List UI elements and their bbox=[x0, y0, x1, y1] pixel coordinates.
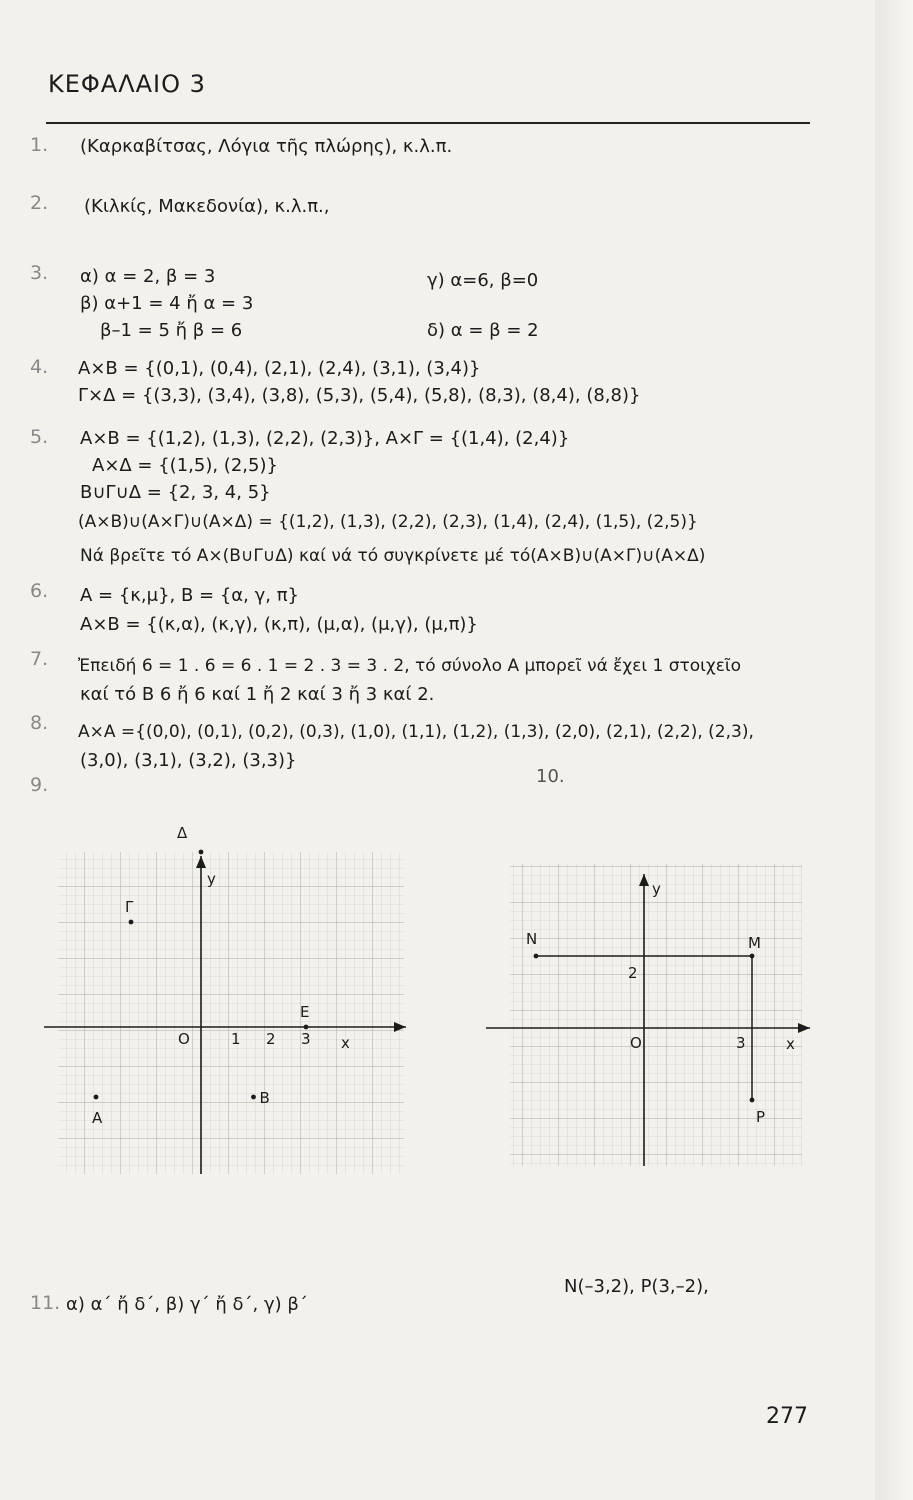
item-number-8: 8. bbox=[30, 712, 49, 734]
graph-9-point-label-E: E bbox=[300, 1003, 310, 1021]
graph-9-tick-3: 3 bbox=[301, 1030, 311, 1048]
graph-9-tick-2: 2 bbox=[266, 1030, 276, 1048]
item-number-2: 2. bbox=[30, 192, 49, 214]
item-number-3: 3. bbox=[30, 262, 49, 284]
graph-9-point-B bbox=[251, 1095, 256, 1100]
graph-9-tick-1: 1 bbox=[231, 1030, 241, 1048]
graph-9-point-label-Γ: Γ bbox=[125, 898, 134, 916]
item-number-1: 1. bbox=[30, 134, 49, 156]
item-number-6: 6. bbox=[30, 580, 49, 602]
item-8-line-2: (3,0), (3,1), (3,2), (3,3)} bbox=[80, 750, 297, 771]
graph-9 bbox=[44, 824, 410, 1178]
graph-10-tick-y: 2 bbox=[628, 964, 638, 982]
graph-10-tick-x: 3 bbox=[736, 1034, 746, 1052]
item-2-line-1: (Κιλκίς, Μακεδονία), κ.λ.π., bbox=[84, 196, 330, 217]
graph-10-y-label: y bbox=[652, 880, 661, 898]
item-8-line-1: A×A ={(0,0), (0,1), (0,2), (0,3), (1,0), (1,1), (1,2), (1,3), (2,0), (2,1), (2,2), (2,3), bbox=[78, 722, 754, 742]
item-number-11: 11. bbox=[30, 1292, 61, 1314]
graph-9-origin-label: O bbox=[178, 1030, 190, 1048]
graph-10-point-M bbox=[750, 954, 755, 959]
page-edge-shadow bbox=[875, 0, 913, 1500]
item-number-10: 10. bbox=[536, 766, 565, 787]
graph-9-point-Γ bbox=[129, 920, 134, 925]
item-7-line-2: καί τό B 6 ἤ 6 καί 1 ἤ 2 καί 3 ἤ 3 καί 2. bbox=[80, 684, 435, 705]
graph-10-point-label-N: N bbox=[526, 930, 538, 948]
item-4-line-1: A×B = {(0,1), (0,4), (2,1), (2,4), (3,1), (3,4)} bbox=[78, 358, 481, 379]
item-3-right-1: γ) α=6, β=0 bbox=[427, 270, 539, 291]
page-number: 277 bbox=[766, 1404, 808, 1429]
graph-9-grid bbox=[58, 852, 404, 1174]
item-3-line-1: α) α = 2, β = 3 bbox=[80, 266, 216, 287]
graph-9-point-E bbox=[304, 1025, 309, 1030]
graph-10-point-label-M: M bbox=[748, 934, 761, 952]
item-4-line-2: Γ×Δ = {(3,3), (3,4), (3,8), (5,3), (5,4), (5,8), (8,3), (8,4), (8,8)} bbox=[78, 385, 641, 406]
title-rule bbox=[46, 122, 810, 124]
item-number-7: 7. bbox=[30, 648, 49, 670]
graph-10-point-P bbox=[750, 1098, 755, 1103]
item-11-line-1: α) α΄ ἤ δ΄, β) γ΄ ἤ δ΄, γ) β΄ bbox=[66, 1294, 308, 1315]
item-7-line-1: Ἐπειδή 6 = 1 . 6 = 6 . 1 = 2 . 3 = 3 . 2, τό σύνολο A μπορεῖ νά ἔχει 1 στοιχεῖο bbox=[78, 656, 742, 676]
item-5-line-1: A×B = {(1,2), (1,3), (2,2), (2,3)}, A×Γ = {(1,4), (2,4)} bbox=[80, 428, 570, 449]
graph-9-x-label: x bbox=[341, 1034, 350, 1052]
item-5-line-5: Νά βρεῖτε τό A×(B∪Γ∪Δ) καί νά τό συγκρίνετε μέ τό(A×B)∪(A×Γ)∪(A×Δ) bbox=[80, 546, 706, 566]
graph-9-point-label-B: B bbox=[259, 1089, 270, 1107]
graph-10-x-label: x bbox=[786, 1035, 795, 1053]
item-3-right-2: δ) α = β = 2 bbox=[427, 320, 539, 341]
graph-10-origin-label: O bbox=[630, 1034, 642, 1052]
item-1-line-1: (Καρκαβίτσας, Λόγια τῆς πλώρης), κ.λ.π. bbox=[80, 136, 453, 157]
chapter-title: ΚΕΦΑΛΑΙΟ 3 bbox=[48, 70, 206, 98]
item-5-line-3: B∪Γ∪Δ = {2, 3, 4, 5} bbox=[80, 482, 271, 503]
item-number-5: 5. bbox=[30, 426, 49, 448]
graph-9-point-Δ bbox=[199, 850, 204, 855]
item-3-line-2: β) α+1 = 4 ἤ α = 3 bbox=[80, 293, 254, 314]
item-number-4: 4. bbox=[30, 356, 49, 378]
graph-9-point-label-A: A bbox=[92, 1109, 103, 1127]
graph-10-point-N bbox=[534, 954, 539, 959]
item-5-line-4: (A×B)∪(A×Γ)∪(A×Δ) = {(1,2), (1,3), (2,2), (2,3), (1,4), (2,4), (1,5), (2,5)} bbox=[78, 512, 698, 532]
graph-9-point-A bbox=[94, 1095, 99, 1100]
graph-9-point-label-Δ: Δ bbox=[177, 824, 188, 842]
graph-10 bbox=[482, 860, 822, 1170]
graph-10-point-label-P: P bbox=[756, 1108, 766, 1126]
item-5-line-2: A×Δ = {(1,5), (2,5)} bbox=[92, 455, 278, 476]
item-6-line-2: A×B = {(κ,α), (κ,γ), (κ,π), (μ,α), (μ,γ), (μ,π)} bbox=[80, 614, 478, 635]
item-6-line-1: A = {κ,μ}, B = {α, γ, π} bbox=[80, 585, 299, 606]
graph-10-answer: N(–3,2), P(3,–2), bbox=[564, 1276, 709, 1297]
item-3-line-3: β–1 = 5 ἤ β = 6 bbox=[100, 320, 243, 341]
item-number-9: 9. bbox=[30, 774, 49, 796]
graph-10-x-arrow bbox=[798, 1023, 810, 1033]
graph-9-y-label: y bbox=[207, 870, 216, 888]
